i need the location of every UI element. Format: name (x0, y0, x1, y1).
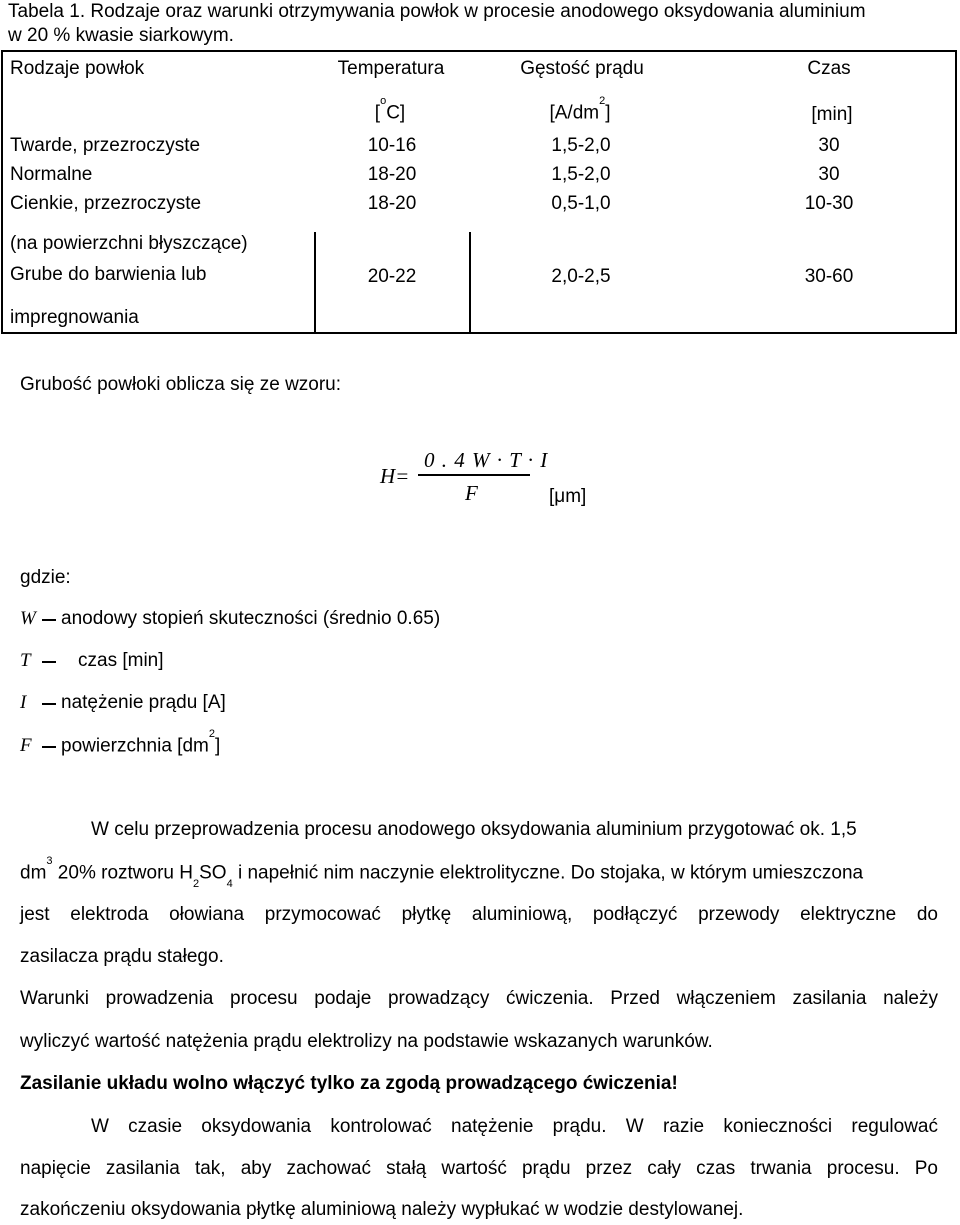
row-4-type-cont: impregnowania (10, 307, 139, 328)
row-3-time: 10-30 (804, 193, 854, 214)
header-temperature: Temperatura (337, 58, 445, 79)
legend-text-w: anodowy stopień skuteczności (średnio 0.65) (61, 608, 441, 629)
legend-symbol-t: T (20, 650, 31, 671)
table-border (1, 50, 957, 334)
header-time: Czas (807, 58, 851, 79)
table-caption-line-2: w 20 % kwasie siarkowym. (8, 25, 234, 46)
legend-text-t: czas [min] (78, 650, 164, 671)
paragraph-2-line-2: wyliczyć wartość natężenia prądu elektrolizy na podstawie wskazanych warunków. (20, 1031, 713, 1052)
fraction-bar (418, 474, 530, 476)
row-1-time: 30 (818, 135, 840, 156)
paragraph-3-line-1: W czasie oksydowania kontrolować natężenie prądu. W razie konieczności regulować (91, 1116, 938, 1137)
row-3-type-note: (na powierzchni błyszczące) (10, 233, 248, 254)
row-4-temp: 20-22 (367, 266, 417, 287)
row-4-density: 2,0-2,5 (551, 266, 611, 287)
row-2-type: Normalne (10, 164, 93, 185)
formula-lhs: H= (380, 464, 410, 488)
legend-text-f: powierzchnia $[dm^2]$ (61, 728, 221, 757)
paragraph-2-line-1: Warunki prowadzenia procesu podaje prowadzący ćwiczenia. Przed włączeniem zasilania należy (20, 988, 938, 1009)
unit-current-density: $[A/dm^2]$ (549, 95, 611, 124)
table-divider-2 (469, 232, 471, 332)
where-label: gdzie: (20, 567, 71, 588)
unit-temperature: [$^o$C] (374, 95, 406, 124)
legend-dash (42, 703, 56, 705)
row-2-density: 1,5-2,0 (551, 164, 611, 185)
legend-symbol-w: W (20, 608, 36, 629)
paragraph-3-line-2: napięcie zasilania tak, aby zachować stałą wartość prądu przez cały czas trwania procesu. Po (20, 1158, 938, 1179)
formula-numerator: 0 . 4 W · T · I (424, 448, 549, 472)
paragraph-3-line-3: zakończeniu oksydowania płytkę aluminiową należy wypłukać w wodzie destylowanej. (20, 1199, 744, 1220)
row-1-type: Twarde, przezroczyste (10, 135, 201, 156)
legend-symbol-f: F (20, 735, 32, 756)
table-caption-line-1: Tabela 1. Rodzaje oraz warunki otrzymywania powłok w procesie anodowego oksydowania aluminium (8, 1, 866, 22)
row-3-density: 0,5-1,0 (551, 193, 611, 214)
row-1-density: 1,5-2,0 (551, 135, 611, 156)
paragraph-1-line-4: zasilacza prądu stałego. (20, 946, 224, 967)
formula-denominator: F (465, 481, 478, 505)
row-2-time: 30 (818, 164, 840, 185)
table-divider-1 (314, 232, 316, 332)
row-4-time: 30-60 (804, 266, 854, 287)
legend-dash (42, 619, 56, 621)
formula-unit: [μm] (549, 486, 587, 507)
legend-dash (42, 661, 56, 663)
header-current-density: Gęstość prądu (520, 58, 644, 79)
legend-text-i: natężenie prądu [A] (61, 692, 226, 713)
paragraph-1-line-2: $dm^3$ 20% roztworu $H_2SO_4$ i napełnić nim naczynie elektrolityczne. Do stojaka, w którym umieszczona (20, 855, 864, 891)
row-2-temp: 18-20 (367, 164, 417, 185)
paragraph-1-line-1: W celu przeprowadzenia procesu anodowego oksydowania aluminium przygotować ok. 1,5 (91, 819, 857, 840)
row-3-temp: 18-20 (367, 193, 417, 214)
row-3-type: Cienkie, przezroczyste (10, 193, 202, 214)
paragraph-1-line-3: jest elektroda ołowiana przymocować płytkę aluminiową, podłączyć przewody elektryczne do (20, 904, 938, 925)
legend-dash (42, 746, 56, 748)
unit-time: [min] (811, 104, 853, 125)
row-4-type: Grube do barwienia lub (10, 264, 207, 285)
header-coating-type: Rodzaje powłok (10, 58, 145, 79)
formula-intro: Grubość powłoki oblicza się ze wzoru: (20, 374, 342, 395)
legend-symbol-i: I (20, 692, 27, 713)
row-1-temp: 10-16 (367, 135, 417, 156)
warning-bold-text: Zasilanie układu wolno włączyć tylko za zgodą prowadzącego ćwiczenia! (20, 1073, 678, 1094)
